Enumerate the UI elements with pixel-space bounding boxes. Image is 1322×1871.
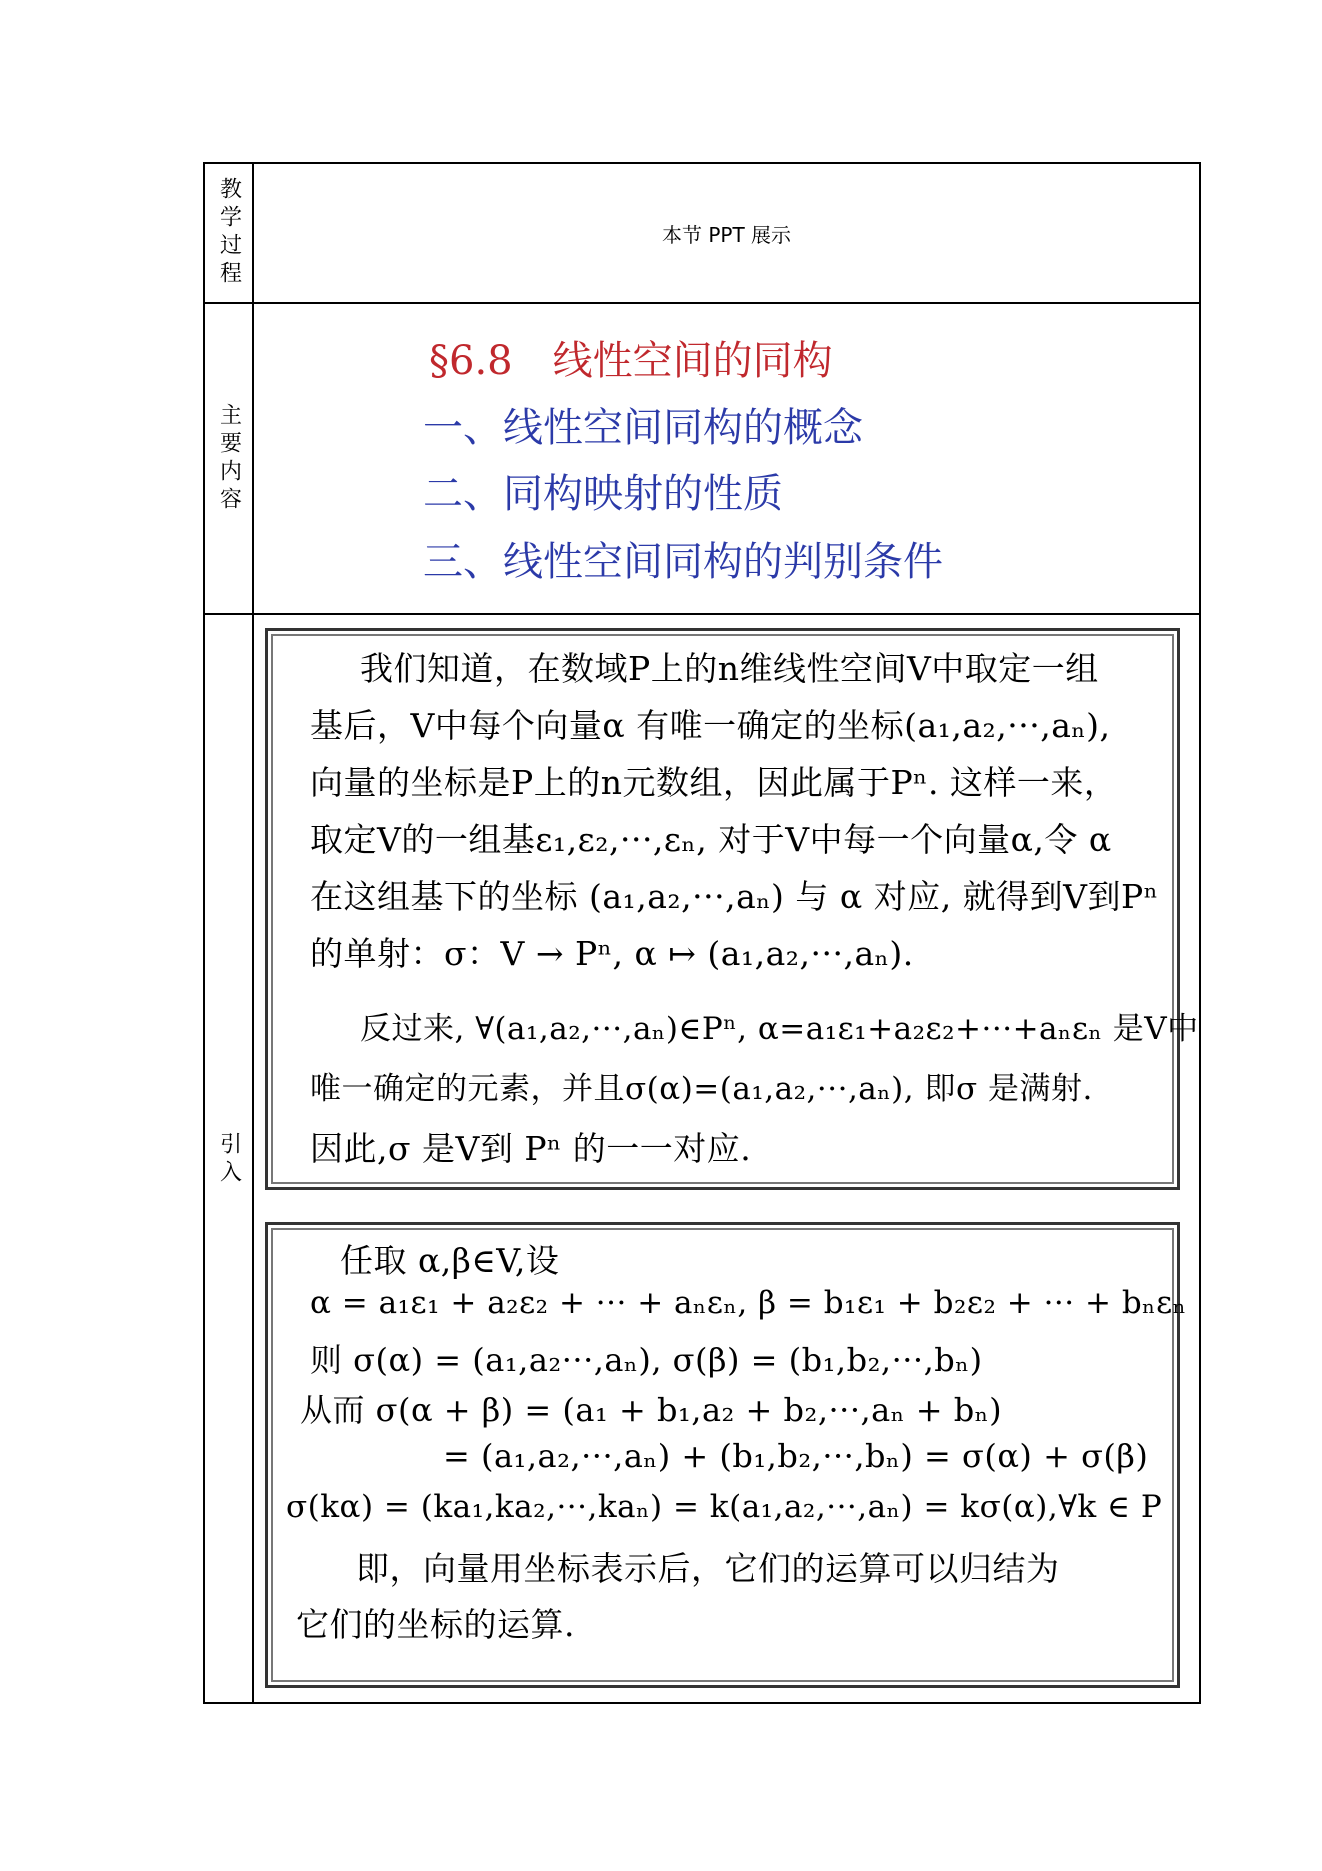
lesson-table xyxy=(203,162,1201,1704)
topic-item-3: 三、线性空间同构的判别条件 xyxy=(423,539,943,585)
section-title: §6.8 线性空间的同构 xyxy=(429,338,833,384)
side-label-process xyxy=(205,164,252,302)
intro2-line-1: 任取 α,β∈V,设 xyxy=(340,1241,560,1280)
intro-box-2 xyxy=(265,1222,1187,1688)
intro2-line-8: 它们的坐标的运算. xyxy=(296,1605,575,1644)
intro1-line-4: 取定V的一组基ε₁,ε₂,···,εₙ, 对于V中每一个向量α,令 α xyxy=(310,820,1112,859)
intro2-line-7: 即，向量用坐标表示后，它们的运算可以归结为 xyxy=(356,1549,1060,1588)
intro2-line-4: 从而 σ(α + β) = (a₁ + b₁,a₂ + b₂,···,aₙ + bₙ) xyxy=(300,1391,1003,1429)
intro2-line-3: 则 σ(α) = (a₁,a₂···,aₙ), σ(β) = (b₁,b₂,···,bₙ) xyxy=(310,1341,983,1379)
intro1-line-5: 在这组基下的坐标 (a₁,a₂,···,aₙ) 与 α 对应, 就得到V到Pⁿ xyxy=(310,877,1159,916)
intro2-line-5: = (a₁,a₂,···,aₙ) + (b₁,b₂,···,bₙ) = σ(α) + σ(β) xyxy=(443,1437,1149,1475)
intro-box-1 xyxy=(265,628,1199,1190)
intro2-line-2: α = a₁ε₁ + a₂ε₂ + ··· + aₙεₙ, β = b₁ε₁ + b₂ε₂ + ··· + bₙεₙ xyxy=(310,1285,1187,1321)
side-label-text: 教学过程 xyxy=(216,177,242,289)
intro1-line-9: 因此,σ 是V到 Pⁿ 的一一对应. xyxy=(310,1129,752,1168)
intro1-line-1: 我们知道，在数域P上的n维线性空间V中取定一组 xyxy=(360,649,1099,688)
intro1-line-7: 反过来, ∀(a₁,a₂,···,aₙ)∈Pⁿ, α=a₁ε₁+a₂ε₂+···+aₙεₙ 是V中 xyxy=(360,1011,1199,1047)
intro1-line-8: 唯一确定的元素，并且σ(α)=(a₁,a₂,···,aₙ), 即σ 是满射. xyxy=(310,1071,1093,1107)
side-label-text: 引入 xyxy=(216,1131,242,1188)
intro1-line-3: 向量的坐标是P上的n元数组，因此属于Pⁿ. 这样一来， xyxy=(310,763,1118,802)
intro2-line-6: σ(kα) = (ka₁,ka₂,···,kaₙ) = k(a₁,a₂,···,aₙ) = kσ(α),∀k ∈ P xyxy=(286,1489,1163,1525)
topic-item-2: 二、同构映射的性质 xyxy=(423,471,783,517)
side-label-text: 主要内容 xyxy=(216,402,242,515)
row-divider-2 xyxy=(205,613,1199,615)
side-label-intro xyxy=(205,615,252,1704)
intro1-line-2: 基后，V中每个向量α 有唯一确定的坐标(a₁,a₂,···,aₙ), xyxy=(310,706,1111,745)
side-label-content xyxy=(205,304,252,613)
column-divider xyxy=(252,164,254,1702)
header-title: 本节 PPT 展示 xyxy=(661,222,792,247)
intro1-line-6: 的单射：σ：V → Pⁿ, α ↦ (a₁,a₂,···,aₙ). xyxy=(310,934,914,973)
topic-item-1: 一、线性空间同构的概念 xyxy=(423,405,863,451)
row-divider-1 xyxy=(205,302,1199,304)
